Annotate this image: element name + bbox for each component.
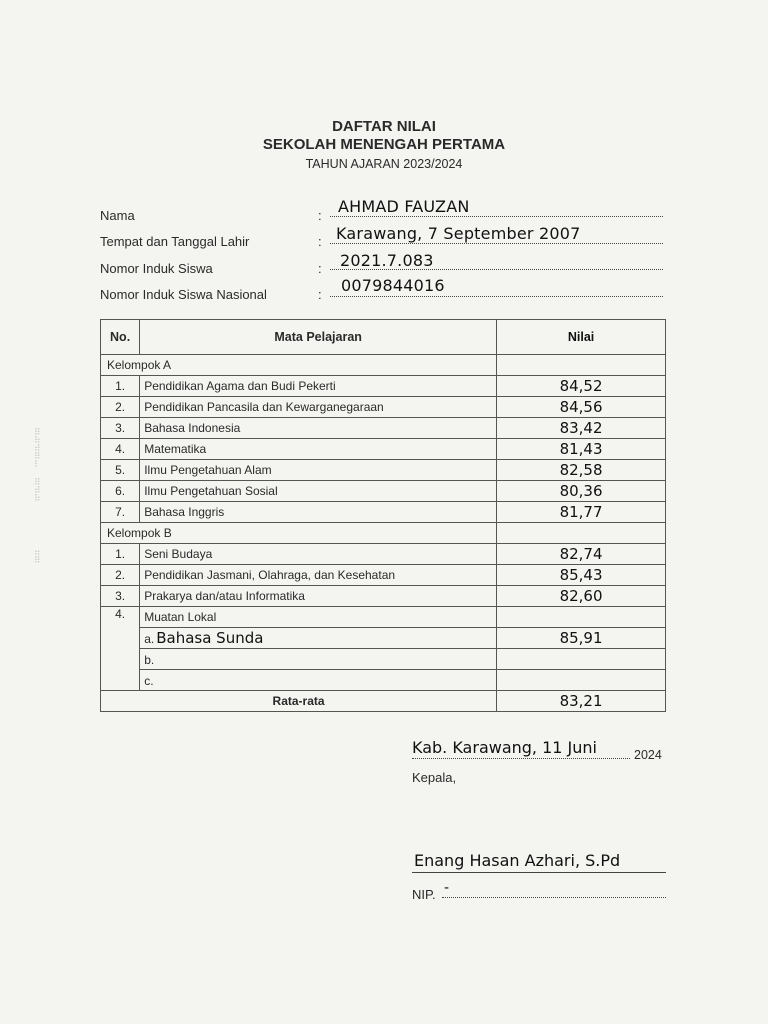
grade-value: 80,36 — [497, 481, 666, 502]
subject-name: Prakarya dan/atau Informatika — [140, 586, 497, 607]
average-row — [101, 691, 666, 712]
subject-name: Seni Budaya — [140, 544, 497, 565]
grade-value: 83,42 — [497, 418, 666, 439]
subject-name: Muatan Lokal — [140, 607, 497, 628]
grade-value: 82,74 — [497, 544, 666, 565]
row-number: 4. — [101, 439, 140, 460]
nisn-label: Nomor Induk Siswa Nasional — [100, 287, 267, 302]
table-row — [101, 586, 666, 607]
row-number: 2. — [101, 397, 140, 418]
row-number: 3. — [101, 586, 140, 607]
colon: : — [318, 287, 322, 302]
subject-name: Pendidikan Pancasila dan Kewarganegaraan — [140, 397, 497, 418]
row-number: 1. — [101, 544, 140, 565]
row-number: 3. — [101, 418, 140, 439]
student-nis: 2021.7.083 — [340, 251, 434, 270]
local-subject-name: Bahasa Sunda — [156, 629, 264, 647]
grade-value: 81,43 — [497, 439, 666, 460]
subject-name: Bahasa Inggris — [140, 502, 497, 523]
subject-name: Bahasa Indonesia — [140, 418, 497, 439]
student-nisn: 0079844016 — [341, 276, 445, 295]
embossed-dots: ⠶ ⠿ — [34, 547, 42, 565]
signature-year: 2024 — [634, 748, 662, 762]
nip-line — [442, 897, 666, 898]
table-row — [101, 439, 666, 460]
table-row — [101, 481, 666, 502]
colon: : — [318, 234, 322, 249]
grade-value: 84,56 — [497, 397, 666, 418]
table-row — [101, 544, 666, 565]
table-row — [101, 502, 666, 523]
birth-label: Tempat dan Tanggal Lahir — [100, 234, 250, 249]
subject-name: Ilmu Pengetahuan Alam — [140, 460, 497, 481]
header-grade: Nilai — [497, 320, 666, 355]
nip-value: - — [444, 880, 450, 896]
grade-value: 84,52 — [497, 376, 666, 397]
row-number: 7. — [101, 502, 140, 523]
grade-value — [497, 670, 666, 691]
table-row — [101, 418, 666, 439]
table-row — [101, 460, 666, 481]
row-number: 2. — [101, 565, 140, 586]
student-name: AHMAD FAUZAN — [338, 197, 470, 216]
colon: : — [318, 208, 322, 223]
subject-name: Matematika — [140, 439, 497, 460]
nis-label: Nomor Induk Siswa — [100, 261, 213, 276]
group-row — [101, 523, 666, 544]
table-row — [101, 376, 666, 397]
row-number: 6. — [101, 481, 140, 502]
subject-name: Ilmu Pengetahuan Sosial — [140, 481, 497, 502]
row-number: 4. — [101, 607, 140, 691]
name-label: Nama — [100, 208, 135, 223]
signatory-role: Kepala, — [412, 770, 457, 785]
grade-value: 82,60 — [497, 586, 666, 607]
grade-value: 85,43 — [497, 565, 666, 586]
grade-value: 82,58 — [497, 460, 666, 481]
table-row — [101, 607, 666, 628]
embossed-dots: ⠿ ⠷ ⠾ ⠿ ⠇ — [34, 427, 42, 469]
table-row — [101, 565, 666, 586]
grades-table — [100, 319, 666, 712]
table-header-row — [101, 320, 666, 355]
local-subject-row — [101, 649, 666, 670]
item-letter: c. — [144, 674, 154, 688]
row-number: 1. — [101, 376, 140, 397]
colon: : — [318, 261, 322, 276]
name-line — [330, 216, 663, 217]
document-title: DAFTAR NILAI — [332, 118, 436, 135]
grade-value: 81,77 — [497, 502, 666, 523]
average-value: 83,21 — [497, 691, 666, 712]
group-row — [101, 355, 666, 376]
header-subject: Mata Pelajaran — [140, 320, 497, 355]
group-b-label: Kelompok B — [101, 523, 497, 544]
nip-label: NIP. — [412, 887, 436, 902]
academic-year: TAHUN AJARAN 2023/2024 — [305, 157, 463, 171]
row-number: 5. — [101, 460, 140, 481]
header-no: No. — [101, 320, 140, 355]
average-label: Rata-rata — [101, 691, 497, 712]
table-row — [101, 397, 666, 418]
subject-name: Pendidikan Agama dan Budi Pekerti — [140, 376, 497, 397]
item-letter: b. — [144, 653, 155, 667]
grade-value — [497, 649, 666, 670]
subject-name: Pendidikan Jasmani, Olahraga, dan Kesehatan — [140, 565, 497, 586]
signature-line — [412, 872, 666, 873]
place-date: Kab. Karawang, 11 Juni — [412, 738, 597, 757]
embossed-dots: ⠿ ⠾ ⠷ — [34, 477, 42, 503]
item-letter: a. — [144, 632, 155, 646]
grade-value: 85,91 — [497, 628, 666, 649]
school-name: SEKOLAH MENENGAH PERTAMA — [262, 136, 506, 153]
signatory-name: Enang Hasan Azhari, S.Pd — [414, 851, 621, 870]
local-subject-row — [101, 628, 666, 649]
group-a-label: Kelompok A — [101, 355, 497, 376]
student-birth: Karawang, 7 September 2007 — [336, 224, 581, 243]
place-date-line — [412, 758, 630, 759]
local-subject-row — [101, 670, 666, 691]
nisn-line — [330, 296, 663, 297]
birth-line — [330, 243, 663, 244]
